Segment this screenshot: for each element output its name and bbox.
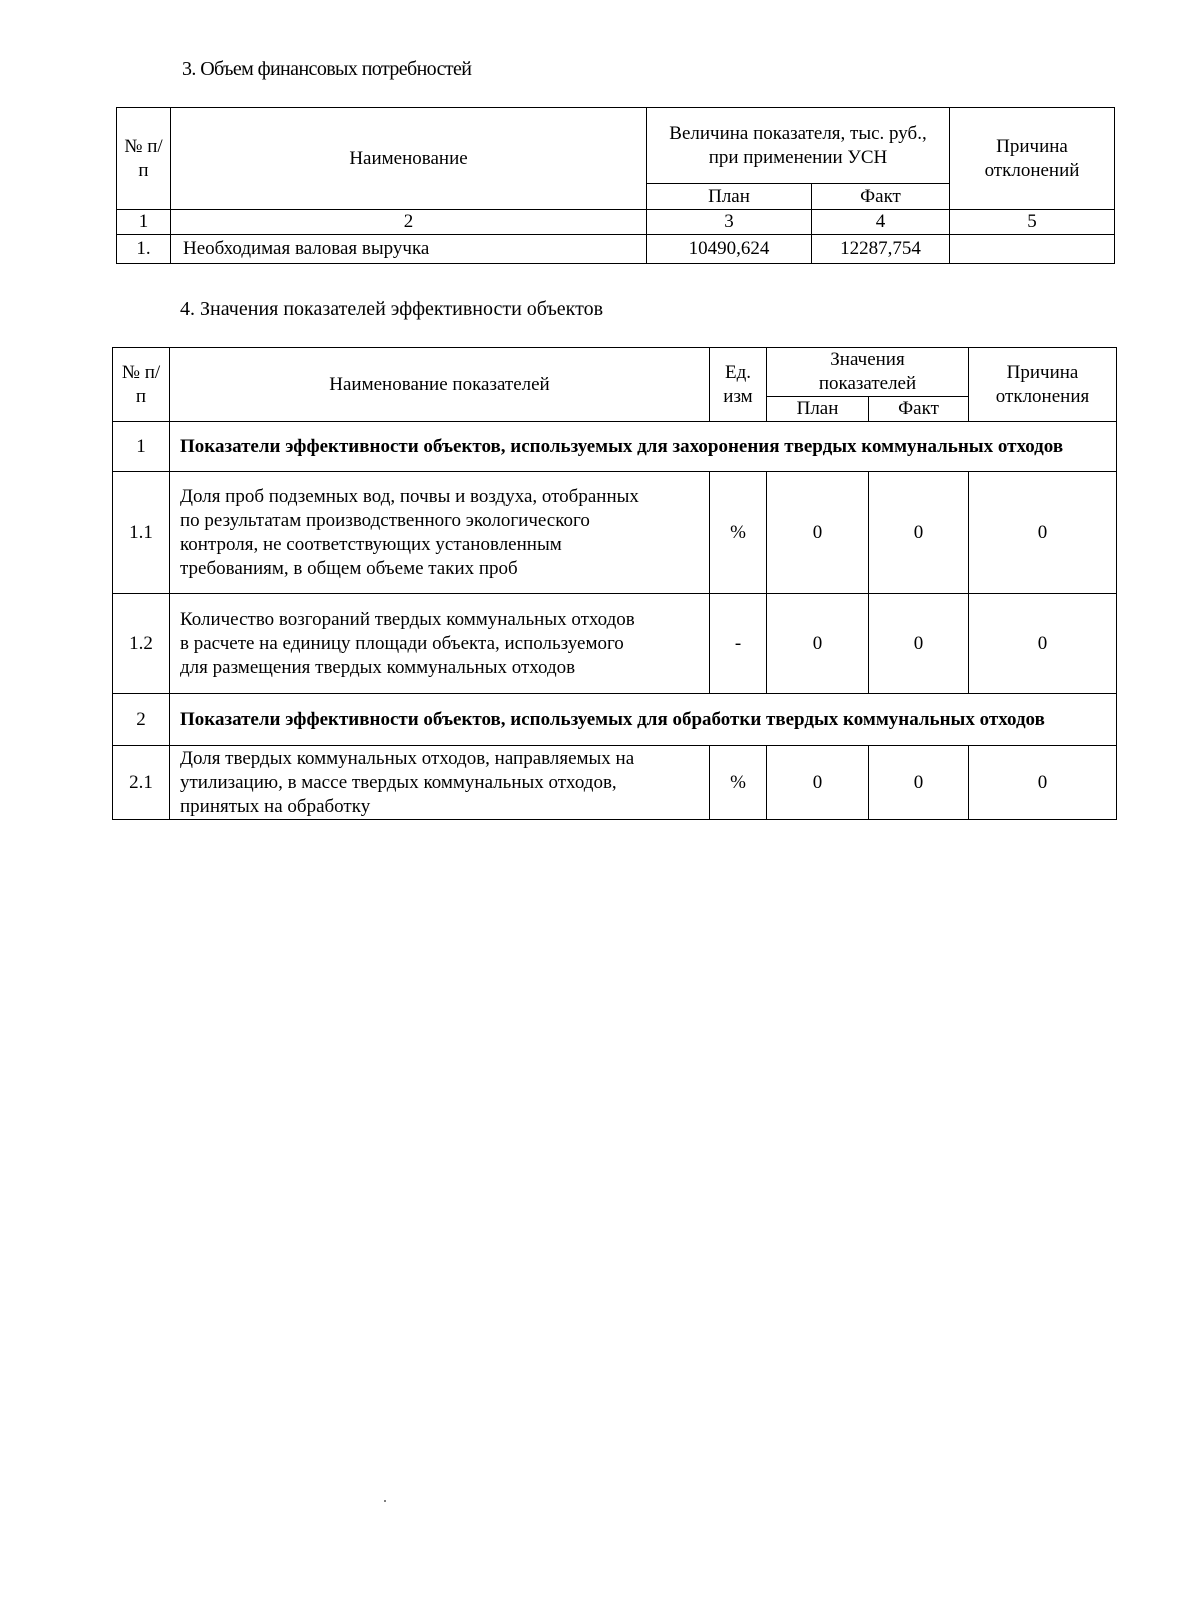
row-name: Доля проб подземных вод, почвы и воздуха, отобранных по результатам производственного экологического контроля, не соответствующих установленным требованиям, в общем объеме таких проб: [170, 472, 710, 594]
column-number: 1: [117, 210, 171, 235]
group-row: [113, 694, 1117, 746]
row-unit: %: [710, 746, 767, 820]
section-4-heading: 4. Значения показателей эффективности объектов: [180, 298, 604, 320]
header-unit: Ед. изм: [710, 348, 767, 422]
header-name: Наименование показателей: [170, 348, 710, 422]
table-row: [113, 594, 1117, 694]
header-values-group: Значения показателей: [767, 348, 969, 397]
efficiency-indicators-table: [112, 347, 1117, 820]
row-name: Доля твердых коммунальных отходов, направляемых на утилизацию, в массе твердых коммунальных отходов, принятых на обработку: [170, 746, 710, 820]
group-num: 2: [113, 694, 170, 746]
row-reason: [950, 235, 1115, 264]
group-num: 1: [113, 422, 170, 472]
financial-needs-table: [116, 107, 1115, 264]
table-row: [113, 746, 1117, 820]
row-name: Количество возгораний твердых коммунальных отходов в расчете на единицу площади объекта, используемого для размещения твердых коммунальных отходов: [170, 594, 710, 694]
row-plan: 10490,624: [647, 235, 812, 264]
header-plan: План: [767, 397, 869, 422]
table-header-row: [113, 348, 1117, 397]
header-reason: Причина отклонений: [950, 108, 1115, 210]
header-num: № п/п: [117, 108, 171, 210]
row-unit: -: [710, 594, 767, 694]
section-3-heading: 3. Объем финансовых потребностей: [182, 58, 472, 80]
table-row: [117, 235, 1115, 264]
row-unit: %: [710, 472, 767, 594]
row-reason: 0: [969, 472, 1117, 594]
column-number: 4: [812, 210, 950, 235]
row-plan: 0: [767, 472, 869, 594]
row-num: 1.1: [113, 472, 170, 594]
group-row: [113, 422, 1117, 472]
header-fact: Факт: [812, 184, 950, 210]
column-number: 2: [171, 210, 647, 235]
row-fact: 0: [869, 746, 969, 820]
row-fact: 0: [869, 594, 969, 694]
row-num: 1.: [117, 235, 171, 264]
row-fact: 0: [869, 472, 969, 594]
header-reason: Причина отклонения: [969, 348, 1117, 422]
header-plan: План: [647, 184, 812, 210]
row-fact: 12287,754: [812, 235, 950, 264]
group-title: Показатели эффективности объектов, используемых для захоронения твердых коммунальных отходов: [170, 422, 1117, 472]
row-plan: 0: [767, 594, 869, 694]
header-fact: Факт: [869, 397, 969, 422]
table-header-row: [117, 108, 1115, 184]
header-num: № п/п: [113, 348, 170, 422]
row-num: 2.1: [113, 746, 170, 820]
column-number: 3: [647, 210, 812, 235]
row-reason: 0: [969, 594, 1117, 694]
column-number: 5: [950, 210, 1115, 235]
row-num: 1.2: [113, 594, 170, 694]
header-value-group: Величина показателя, тыс. руб., при применении УСН: [647, 108, 950, 184]
group-title: Показатели эффективности объектов, используемых для обработки твердых коммунальных отходов: [170, 694, 1117, 746]
row-plan: 0: [767, 746, 869, 820]
table-row: [113, 472, 1117, 594]
header-name: Наименование: [171, 108, 647, 210]
column-numbers-row: [117, 210, 1115, 235]
scan-speck: [384, 1500, 386, 1502]
row-name: Необходимая валовая выручка: [171, 235, 647, 264]
row-reason: 0: [969, 746, 1117, 820]
